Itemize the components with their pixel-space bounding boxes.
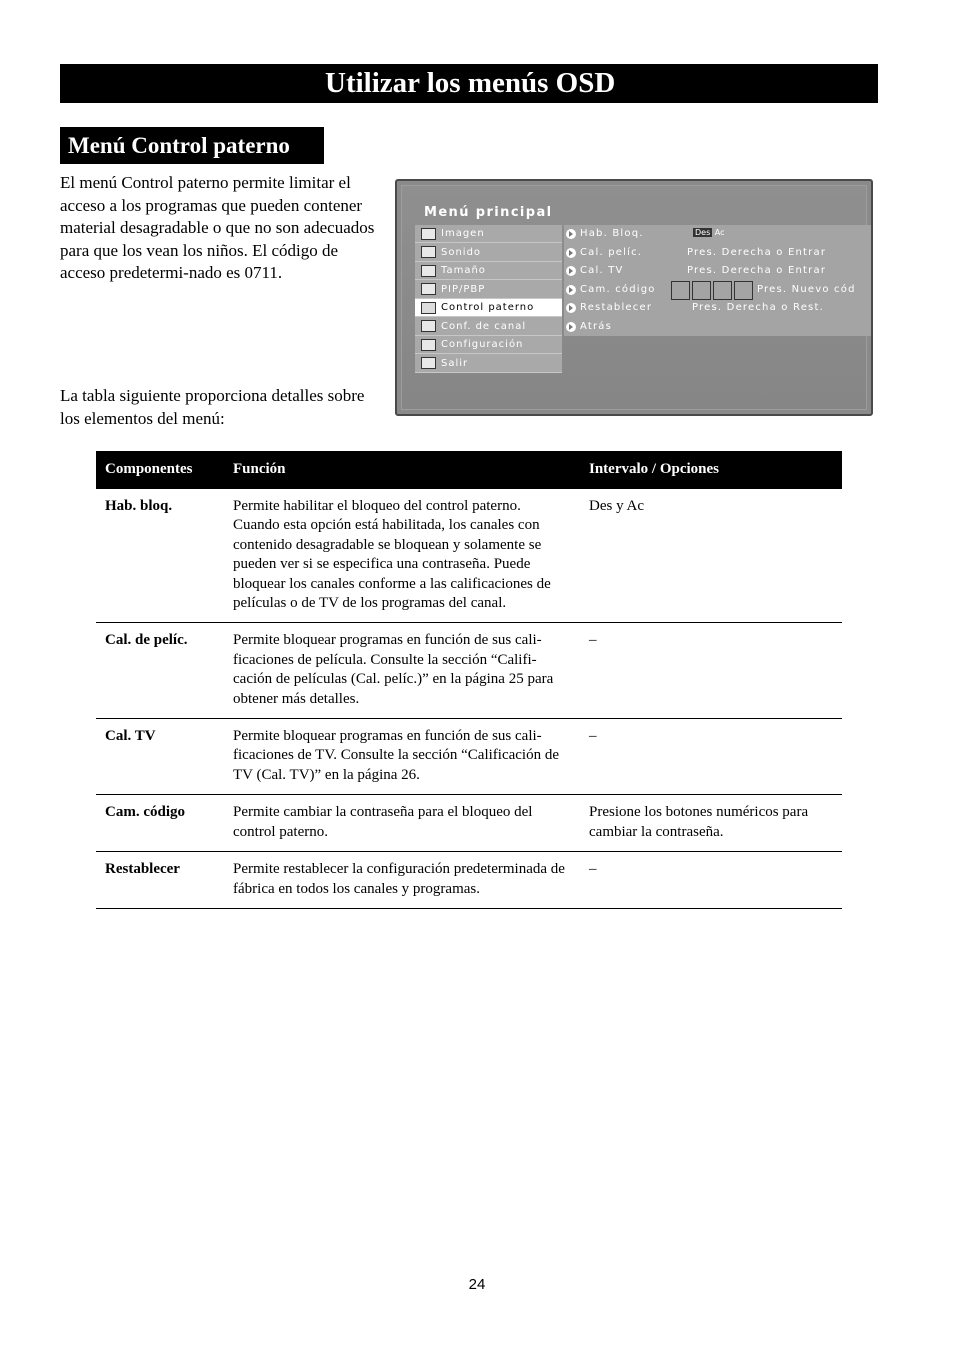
osd-row-label: Cam. código bbox=[580, 284, 656, 295]
bullet-arrow-icon bbox=[566, 322, 576, 332]
table-row bbox=[96, 623, 842, 719]
osd-row-label: Cal. pelíc. bbox=[580, 247, 643, 258]
osd-menu-item-pip-pbp[interactable] bbox=[415, 280, 562, 298]
osd-main-menu bbox=[415, 225, 562, 373]
row-component: Cam. código bbox=[96, 795, 224, 852]
pip-icon bbox=[421, 283, 436, 295]
osd-menu-item-label: Control paterno bbox=[441, 302, 535, 314]
row-component: Hab. bloq. bbox=[96, 489, 224, 623]
row-range: Presione los botones numéricos para cambiar la contraseña. bbox=[580, 795, 842, 852]
table-row bbox=[96, 489, 842, 623]
lock-icon bbox=[421, 302, 436, 314]
osd-menu-item-control-paterno[interactable] bbox=[415, 299, 562, 317]
page-number: 24 bbox=[468, 1276, 486, 1293]
row-function: Permite bloquear programas en función de sus cali-ficaciones de TV. Consulte la sección “Calificación de TV (Cal. TV)” en la página 26. bbox=[224, 719, 580, 795]
osd-menu-item-label: Imagen bbox=[441, 228, 485, 240]
row-range: – bbox=[580, 623, 842, 719]
size-icon bbox=[421, 265, 436, 277]
page-title: Utilizar los menús OSD bbox=[325, 67, 616, 99]
osd-row-cal-pelic[interactable] bbox=[564, 245, 873, 263]
osd-screenshot bbox=[395, 179, 873, 416]
bullet-arrow-icon bbox=[566, 303, 576, 313]
osd-menu-item-label: Configuración bbox=[441, 339, 524, 351]
osd-menu-item-imagen[interactable] bbox=[415, 225, 562, 243]
row-component: Restablecer bbox=[96, 852, 224, 909]
section-title: Menú Control paterno bbox=[68, 133, 290, 158]
lock-option-off[interactable]: Des bbox=[695, 228, 711, 237]
osd-menu-item-label: Sonido bbox=[441, 246, 482, 258]
menu-items-table bbox=[96, 451, 842, 909]
osd-row-hint: Pres. Nuevo cód bbox=[757, 284, 856, 295]
bullet-arrow-icon bbox=[566, 248, 576, 258]
bullet-arrow-icon bbox=[566, 266, 576, 276]
bullet-arrow-icon bbox=[566, 285, 576, 295]
osd-menu-item-salir[interactable] bbox=[415, 354, 562, 372]
osd-row-hint: Pres. Derecha o Entrar bbox=[687, 265, 827, 276]
row-range: Des y Ac bbox=[580, 489, 842, 623]
pin-digit-box[interactable] bbox=[713, 281, 732, 300]
table-intro-paragraph: La tabla siguiente proporciona detalles sobre los elementos del menú: bbox=[60, 386, 365, 428]
pin-digit-box[interactable] bbox=[692, 281, 711, 300]
speaker-icon bbox=[421, 246, 436, 258]
osd-row-cam-codigo[interactable] bbox=[564, 282, 873, 300]
osd-menu-item-conf-canal[interactable] bbox=[415, 317, 562, 335]
section-title-bar bbox=[60, 127, 324, 164]
row-function: Permite bloquear programas en función de sus cali-ficaciones de película. Consulte la sección “Califi-cación de películas (Cal. pelíc.)” en la página 25 para obtener más detalles. bbox=[224, 623, 580, 719]
row-function: Permite habilitar el bloqueo del control paterno. Cuando esta opción está habilitada, los canales con contenido desagradable se bloquean y solamente se pueden ver si se especifica una contraseña. Puede bloquear los canales conforme a las calificaciones de películas o de TV de los programas del canal. bbox=[224, 489, 580, 623]
intro-paragraph: El menú Control paterno permite limitar el acceso a los programas que pueden contener material desagradable o que no son adecuados para que los vean los niños. El código de acceso predetermi-nado es 0711. bbox=[60, 173, 375, 283]
table-header-row bbox=[96, 451, 842, 489]
row-range: – bbox=[580, 719, 842, 795]
settings-icon bbox=[421, 339, 436, 351]
osd-menu-item-sonido[interactable] bbox=[415, 243, 562, 261]
row-range: – bbox=[580, 852, 842, 909]
row-component: Cal. TV bbox=[96, 719, 224, 795]
row-function: Permite restablecer la configuración predeterminada de fábrica en todos los canales y programas. bbox=[224, 852, 580, 909]
column-header-components: Componentes bbox=[96, 451, 224, 489]
row-function: Permite cambiar la contraseña para el bloqueo del control paterno. bbox=[224, 795, 580, 852]
osd-row-hint: Pres. Derecha o Entrar bbox=[687, 247, 827, 258]
exit-icon bbox=[421, 357, 436, 369]
osd-row-restablecer[interactable] bbox=[564, 300, 873, 318]
osd-menu-title: Menú principal bbox=[424, 205, 553, 220]
pin-digit-box[interactable] bbox=[671, 281, 690, 300]
osd-row-label: Restablecer bbox=[580, 302, 653, 313]
table-row bbox=[96, 719, 842, 795]
row-component: Cal. de pelíc. bbox=[96, 623, 224, 719]
column-header-function: Función bbox=[224, 451, 580, 489]
osd-panel bbox=[401, 185, 867, 410]
lock-option-on[interactable]: Ac bbox=[714, 228, 725, 237]
osd-row-hint: Pres. Derecha o Rest. bbox=[692, 302, 824, 313]
osd-row-atras[interactable] bbox=[564, 319, 873, 337]
page-title-bar bbox=[60, 64, 878, 103]
osd-row-hab-bloq[interactable] bbox=[564, 226, 873, 244]
table-row bbox=[96, 795, 842, 852]
osd-row-cal-tv[interactable] bbox=[564, 263, 873, 281]
lock-toggle[interactable] bbox=[693, 228, 725, 237]
osd-menu-item-label: PIP/PBP bbox=[441, 283, 486, 295]
osd-menu-item-tamano[interactable] bbox=[415, 262, 562, 280]
osd-row-label: Hab. Bloq. bbox=[580, 228, 644, 239]
column-header-range: Intervalo / Opciones bbox=[580, 451, 842, 489]
osd-menu-item-configuracion[interactable] bbox=[415, 336, 562, 354]
osd-row-label: Cal. TV bbox=[580, 265, 624, 276]
osd-row-label: Atrás bbox=[580, 321, 613, 332]
osd-menu-item-label: Salir bbox=[441, 357, 469, 369]
osd-submenu bbox=[564, 225, 873, 336]
table-row bbox=[96, 852, 842, 909]
bullet-arrow-icon bbox=[566, 229, 576, 239]
channel-icon bbox=[421, 320, 436, 332]
picture-icon bbox=[421, 228, 436, 240]
osd-menu-item-label: Conf. de canal bbox=[441, 320, 527, 332]
osd-menu-item-label: Tamaño bbox=[441, 265, 486, 277]
pin-digit-box[interactable] bbox=[734, 281, 753, 300]
